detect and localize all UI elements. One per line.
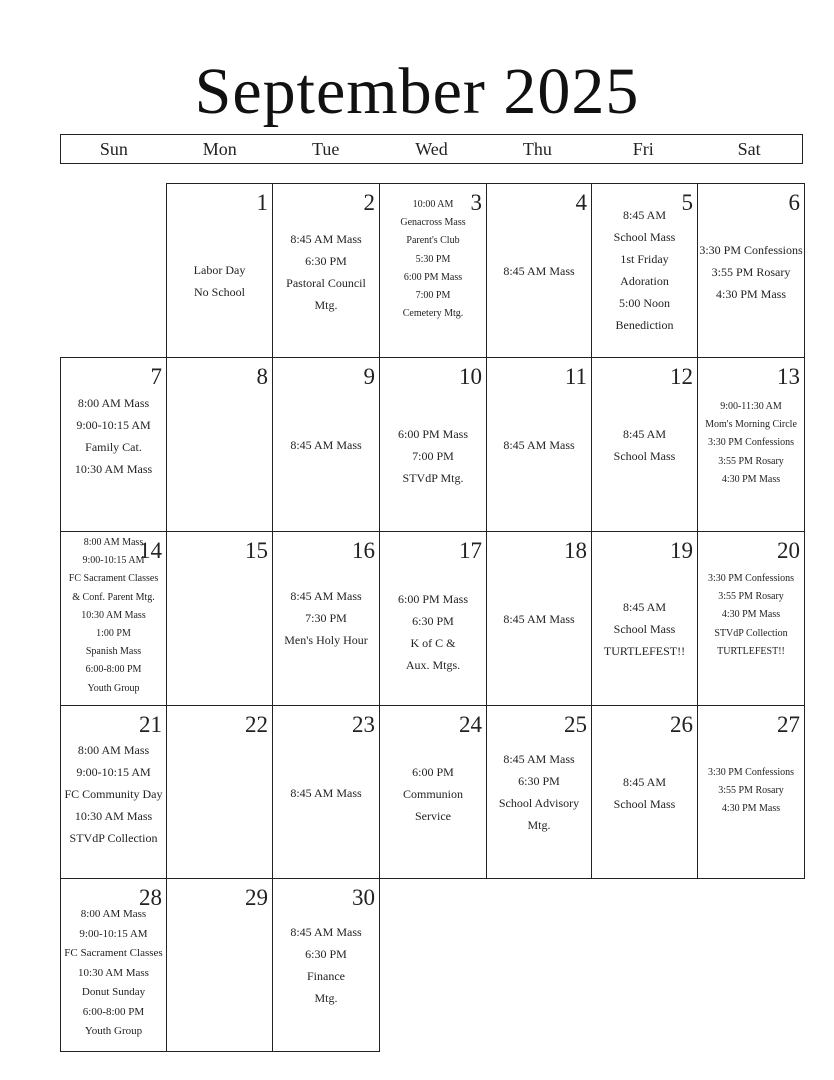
day-cell-28 <box>60 878 167 1052</box>
weekday-mon: Mon <box>202 139 237 159</box>
event-line: 8:45 AM Mass <box>290 589 362 603</box>
day-cell-19 <box>591 531 698 706</box>
day-cell-8 <box>166 357 273 532</box>
event-line: Mtg. <box>527 818 551 832</box>
day-number: 6 <box>788 190 800 215</box>
event-line: 8:45 AM Mass <box>503 612 575 626</box>
day-cell-17 <box>379 531 487 706</box>
event-line: 6:30 PM <box>305 254 347 268</box>
event-list <box>61 739 166 849</box>
event-line: 8:00 AM Mass <box>77 743 150 757</box>
event-line: TURTLEFEST!! <box>717 645 785 657</box>
event-line: 6:00 PM Mass <box>397 427 468 441</box>
day-number: 24 <box>459 712 482 737</box>
event-line: 9:00-11:30 AM <box>720 401 782 412</box>
day-cell-5 <box>591 183 698 358</box>
event-line: Cemetery Mtg. <box>402 308 464 320</box>
day-cell-20 <box>697 531 805 706</box>
event-line: FC Community Day <box>64 787 163 801</box>
event-line: 3:55 PM Rosary <box>711 265 791 279</box>
event-line: FC Sacrament Classes <box>68 573 159 585</box>
day-number: 13 <box>777 364 800 389</box>
event-line: 6:00-8:00 PM <box>85 664 142 676</box>
event-list <box>273 585 379 651</box>
day-cell-11 <box>486 357 592 532</box>
event-line: Communion <box>402 787 463 801</box>
day-number: 14 <box>139 538 162 563</box>
event-line: 8:45 AM Mass <box>503 752 575 766</box>
event-list <box>167 259 272 303</box>
event-list <box>698 570 804 661</box>
event-list <box>698 398 804 489</box>
event-line: 8:45 AM <box>622 775 666 789</box>
day-cell-30 <box>272 878 380 1052</box>
day-cell-27 <box>697 705 805 879</box>
event-line: 7:00 PM <box>412 449 454 463</box>
day-number: 16 <box>352 538 375 563</box>
event-line: 8:00 AM Mass <box>77 396 150 410</box>
event-line: Mom's Morning Circle <box>705 419 797 431</box>
event-line: 3:30 PM Confessions <box>707 767 795 778</box>
weekday-sun: Sun <box>99 139 128 159</box>
event-list <box>487 434 591 456</box>
day-number: 11 <box>564 364 587 389</box>
day-number: 5 <box>681 190 693 215</box>
event-line: 9:00-10:15 AM <box>79 927 148 940</box>
day-number: 3 <box>470 190 482 215</box>
event-line: K of C & <box>410 636 456 650</box>
event-line: 3:30 PM Confessions <box>699 243 803 257</box>
day-number: 27 <box>777 712 800 737</box>
event-line: 8:45 AM <box>622 427 666 441</box>
event-list <box>592 771 697 815</box>
event-line: Finance <box>307 969 345 983</box>
event-line: Pastoral Council <box>286 276 366 290</box>
event-list <box>273 921 379 1009</box>
event-line: 5:30 PM <box>415 253 451 265</box>
event-line: 6:30 PM <box>412 614 454 628</box>
day-cell-16 <box>272 531 380 706</box>
event-line: TURTLEFEST!! <box>603 644 686 658</box>
event-line: 1st Friday <box>620 252 669 266</box>
day-cell-7 <box>60 357 167 532</box>
event-line: 6:30 PM <box>305 947 347 961</box>
day-cell-10 <box>379 357 487 532</box>
event-list <box>380 196 486 323</box>
day-number: 25 <box>564 712 587 737</box>
day-cell-9 <box>272 357 380 532</box>
event-line: 3:55 PM Rosary <box>718 591 784 603</box>
day-cell-15 <box>166 531 273 706</box>
day-cell-4 <box>486 183 592 358</box>
event-list <box>698 764 804 819</box>
day-cell-21 <box>60 705 167 879</box>
event-line: STVdP Mtg. <box>402 471 464 485</box>
event-line: 8:00 AM Mass <box>80 908 147 920</box>
event-line: 10:30 AM Mass <box>74 462 153 476</box>
day-cell-14 <box>60 531 167 706</box>
day-number: 1 <box>256 190 268 215</box>
event-line: Mtg. <box>314 298 338 312</box>
event-line: Labor Day <box>193 263 246 277</box>
event-line: 8:45 AM Mass <box>290 438 362 452</box>
day-number: 10 <box>459 364 482 389</box>
event-line: 9:00-10:15 AM <box>76 418 151 432</box>
event-line: STVdP Collection <box>714 627 788 639</box>
event-list <box>592 204 697 336</box>
event-line: 4:30 PM Mass <box>721 609 781 621</box>
weekday-sat: Sat <box>737 139 761 159</box>
day-cell-2 <box>272 183 380 358</box>
event-line: 3:55 PM Rosary <box>718 455 784 467</box>
day-number: 26 <box>670 712 693 737</box>
day-number: 2 <box>363 190 375 215</box>
day-number: 22 <box>245 712 268 737</box>
day-cell-6 <box>697 183 805 358</box>
event-line: 3:30 PM Confessions <box>707 573 795 584</box>
event-list <box>487 260 591 282</box>
day-cell-13 <box>697 357 805 532</box>
day-number: 19 <box>670 538 693 563</box>
event-line: 8:45 AM <box>622 208 666 222</box>
day-cell-26 <box>591 705 698 879</box>
event-line: 8:45 AM Mass <box>290 786 362 800</box>
event-line: Benediction <box>615 318 674 332</box>
day-cell-25 <box>486 705 592 879</box>
event-line: 10:30 AM Mass <box>78 966 149 979</box>
weekday-header <box>60 134 803 164</box>
page-title: September 2025 <box>194 55 640 128</box>
event-line: 8:45 AM Mass <box>503 264 575 278</box>
event-list <box>61 534 166 698</box>
event-line: Youth Group <box>84 1025 143 1037</box>
weekday-wed: Wed <box>415 139 448 159</box>
event-line: FC Sacrament Classes <box>64 947 163 959</box>
event-line: Family Cat. <box>85 440 142 454</box>
day-cell-12 <box>591 357 698 532</box>
event-line: 1:00 PM <box>96 628 131 640</box>
event-line: 10:30 AM Mass <box>74 809 153 823</box>
event-list <box>273 228 379 316</box>
event-line: 9:00-10:15 AM <box>82 555 145 567</box>
event-list <box>487 748 591 836</box>
event-line: 7:30 PM <box>305 611 347 625</box>
day-cell-22 <box>166 705 273 879</box>
event-line: & Conf. Parent Mtg. <box>72 591 155 603</box>
event-line: 3:55 PM Rosary <box>718 785 784 797</box>
event-line: 4:30 PM Mass <box>721 803 781 815</box>
event-line: 5:00 Noon <box>619 296 670 310</box>
event-line: School Advisory <box>498 796 580 810</box>
day-number: 28 <box>139 885 162 910</box>
day-number: 15 <box>245 538 268 563</box>
event-line: 6:00 PM <box>412 765 454 779</box>
event-line: 4:30 PM Mass <box>715 287 786 301</box>
weekday-thu: Thu <box>522 139 552 159</box>
day-number: 20 <box>777 538 800 563</box>
day-number: 7 <box>150 364 162 389</box>
event-list <box>380 761 486 827</box>
event-line: Youth Group <box>87 682 140 694</box>
event-line: 7:00 PM <box>415 290 451 302</box>
day-number: 18 <box>564 538 587 563</box>
event-line: 4:30 PM Mass <box>721 473 781 485</box>
event-line: No School <box>194 285 245 299</box>
event-line: School Mass <box>613 622 676 636</box>
day-number: 9 <box>363 364 375 389</box>
event-line: 10:30 AM Mass <box>81 609 146 621</box>
day-cell-29 <box>166 878 273 1052</box>
day-number: 4 <box>575 190 587 215</box>
day-number: 21 <box>139 712 162 737</box>
event-line: 10:00 AM <box>412 199 454 210</box>
event-line: Mtg. <box>314 991 338 1005</box>
event-line: Adoration <box>620 274 669 288</box>
event-line: 6:00 PM Mass <box>397 592 468 606</box>
event-list <box>273 782 379 804</box>
weekday-fri: Fri <box>632 139 654 159</box>
event-line: Donut Sunday <box>81 986 146 998</box>
event-line: Spanish Mass <box>85 646 142 658</box>
event-list <box>61 905 166 1042</box>
event-line: 8:45 AM Mass <box>290 925 362 939</box>
day-cell-18 <box>486 531 592 706</box>
event-line: 8:45 AM <box>622 600 666 614</box>
day-number: 29 <box>245 885 268 910</box>
day-number: 17 <box>459 538 482 563</box>
day-cell-1 <box>166 183 273 358</box>
event-list <box>380 423 486 489</box>
event-list <box>592 596 697 662</box>
event-list <box>487 608 591 630</box>
event-line: School Mass <box>613 230 676 244</box>
event-list <box>380 588 486 676</box>
event-line: 3:30 PM Confessions <box>707 437 795 449</box>
event-line: 9:00-10:15 AM <box>76 765 151 779</box>
event-line: Parent's Club <box>406 235 460 247</box>
event-line: Men's Holy Hour <box>284 633 368 647</box>
event-line: 6:30 PM <box>518 774 560 788</box>
day-cell-24 <box>379 705 487 879</box>
event-list <box>592 423 697 467</box>
event-line: 8:45 AM Mass <box>290 232 362 246</box>
day-number: 12 <box>670 364 693 389</box>
event-line: Genacross Mass <box>400 217 466 229</box>
event-line: 6:00 PM Mass <box>403 271 463 283</box>
day-cell-23 <box>272 705 380 879</box>
event-list <box>698 239 804 305</box>
day-cell-3 <box>379 183 487 358</box>
day-number: 23 <box>352 712 375 737</box>
event-list <box>273 434 379 456</box>
event-line: School Mass <box>613 449 676 463</box>
event-line: 8:00 AM Mass <box>83 537 144 548</box>
event-line: STVdP Collection <box>69 831 158 845</box>
event-line: Aux. Mtgs. <box>405 658 461 672</box>
event-line: 6:00-8:00 PM <box>82 1005 145 1018</box>
event-line: School Mass <box>613 797 676 811</box>
day-number: 30 <box>352 885 375 910</box>
weekday-tue: Tue <box>311 139 340 159</box>
event-line: Service <box>415 809 451 823</box>
event-list <box>61 392 166 480</box>
day-number: 8 <box>256 364 268 389</box>
event-line: 8:45 AM Mass <box>503 438 575 452</box>
